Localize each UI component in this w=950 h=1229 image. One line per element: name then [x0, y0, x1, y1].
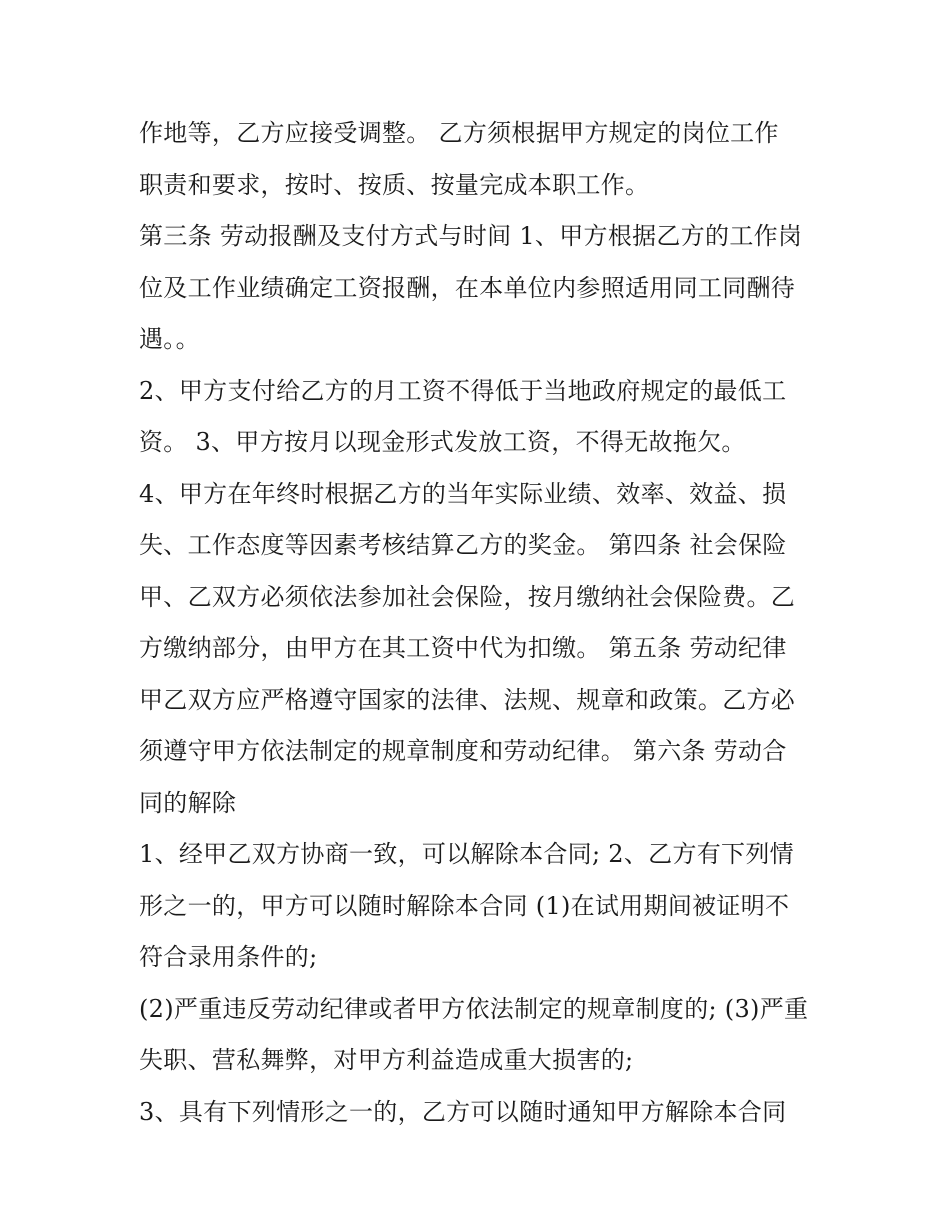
text-line: (2)严重违反劳动纪律或者甲方依法制定的规章制度的; (3)严重 [139, 994, 809, 1023]
text-line: 资。 3、甲方按月以现金形式发放工资，不得无故拖欠。 [139, 428, 746, 456]
text-line: 符合录用条件的; [139, 943, 318, 971]
text-line: 同的解除 [139, 788, 237, 817]
text-line: 位及工作业绩确定工资报酬，在本单位内参照适用同工同酬待 [139, 273, 796, 302]
text-line: 甲乙双方应严格遵守国家的法律、法规、规章和政策。乙方必 [139, 685, 796, 714]
text-line: 方缴纳部分，由甲方在其工资中代为扣缴。 第五条 劳动纪律 [139, 634, 787, 662]
text-line: 须遵守甲方依法制定的规章制度和劳动纪律。 第六条 劳动合 [139, 737, 787, 765]
text-line: 第三条 劳动报酬及支付方式与时间 1、甲方根据乙方的工作岗 [139, 222, 803, 250]
text-line: 甲、乙双方必须依法参加社会保险，按月缴纳社会保险费。乙 [139, 582, 796, 611]
text-line: 形之一的，甲方可以随时解除本合同 (1)在试用期间被证明不 [139, 891, 790, 920]
text-line: 作地等，乙方应接受调整。 乙方须根据甲方规定的岗位工作 [139, 119, 779, 147]
text-line: 职责和要求，按时、按质、按量完成本职工作。 [139, 170, 650, 199]
text-line: 4、甲方在年终时根据乙方的当年实际业绩、效率、效益、损 [139, 479, 787, 508]
text-line: 3、具有下列情形之一的，乙方可以随时通知甲方解除本合同 [139, 1097, 787, 1126]
text-line: 遇。。 [139, 325, 200, 353]
text-line: 1、经甲乙双方协商一致，可以解除本合同; 2、乙方有下列情 [139, 840, 794, 868]
text-line: 失、工作态度等因素考核结算乙方的奖金。 第四条 社会保险 [139, 531, 787, 559]
text-line: 2、甲方支付给乙方的月工资不得低于当地政府规定的最低工 [139, 376, 787, 405]
document-body [139, 108, 829, 1138]
text-line: 失职、营私舞弊，对甲方利益造成重大损害的; [139, 1046, 634, 1074]
